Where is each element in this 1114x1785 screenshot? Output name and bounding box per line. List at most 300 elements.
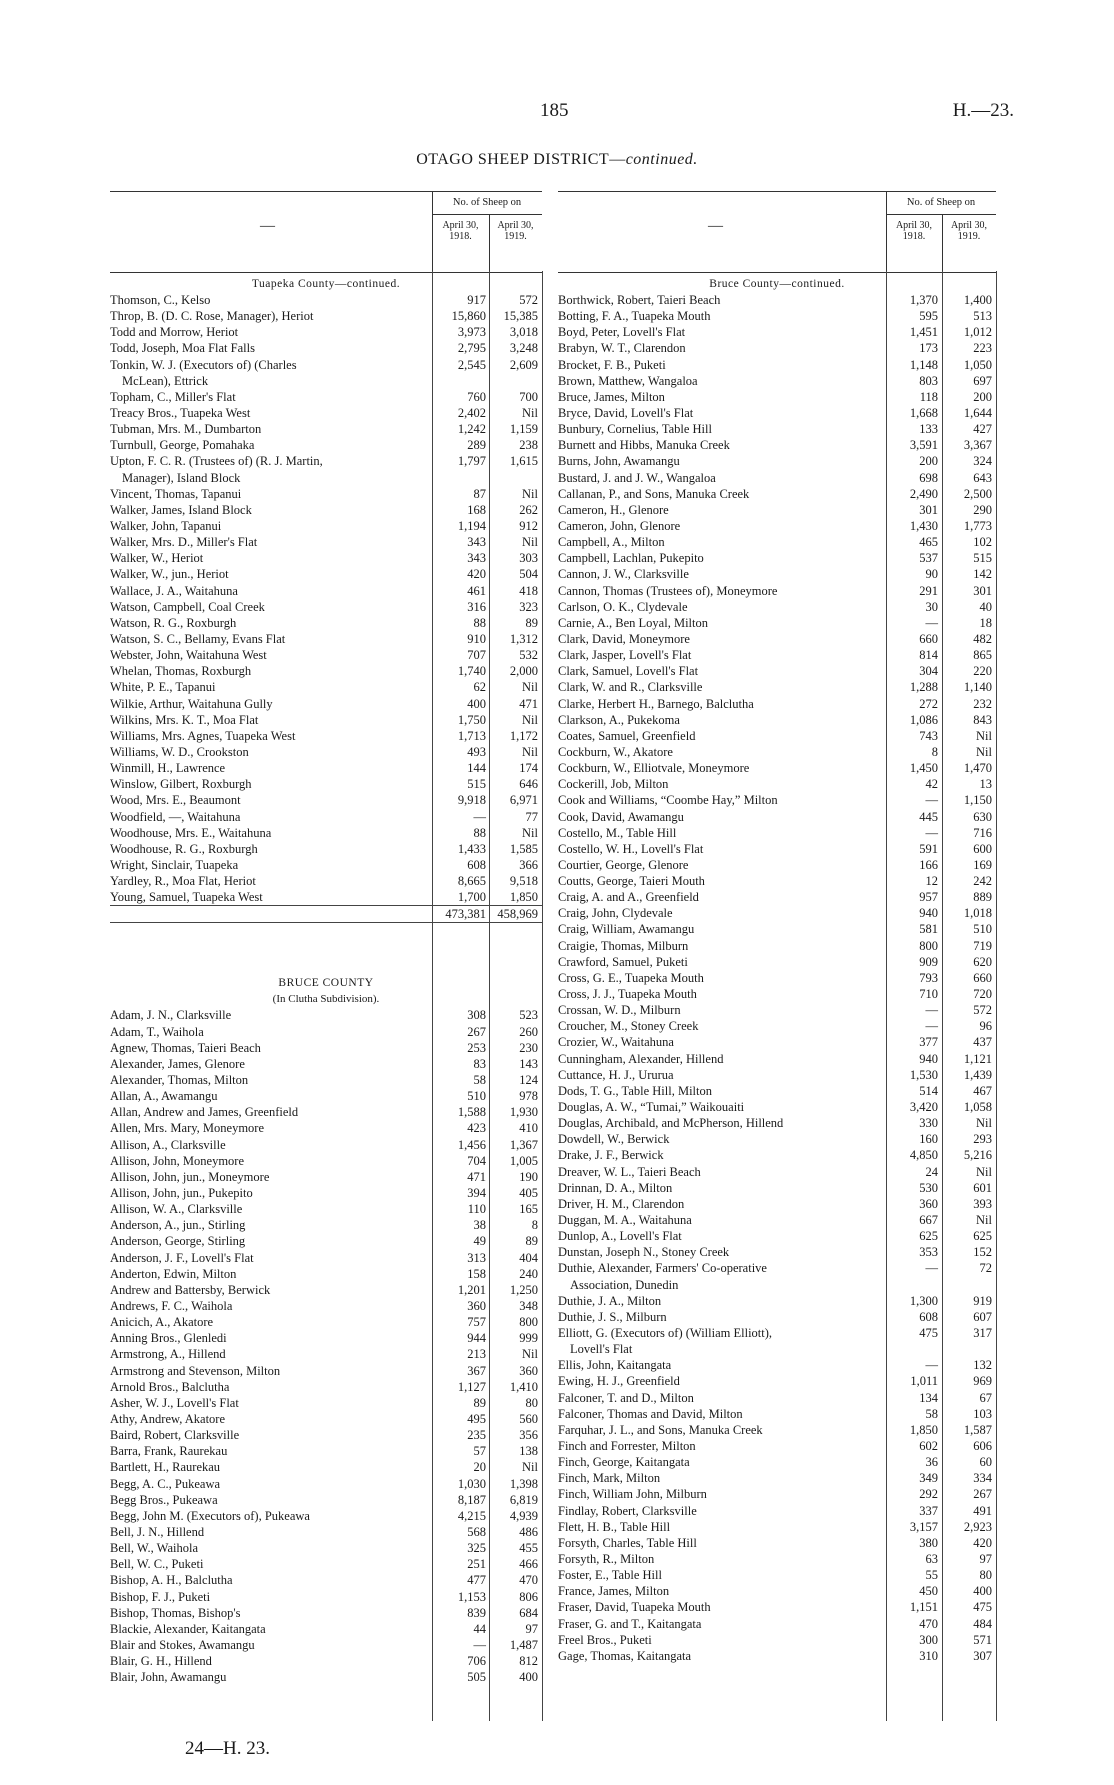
sheep-1918: 743 [919, 728, 938, 743]
sheep-1918: 1,713 [457, 728, 486, 743]
sheep-1919: 625 [973, 1229, 992, 1244]
sheep-1918: 316 [467, 599, 486, 614]
sheep-1919: 77 [525, 809, 538, 824]
sheep-1919: 919 [973, 1293, 992, 1308]
table-row [558, 631, 996, 647]
owner-name: Forsyth, R., Milton [558, 1551, 655, 1566]
sheep-1918: 343 [467, 551, 486, 566]
sheep-1919: 1,005 [509, 1153, 538, 1168]
owner-name: Anning Bros., Glenledi [110, 1331, 227, 1346]
sheep-1918: 304 [919, 664, 938, 679]
owner-name: France, James, Milton [558, 1584, 670, 1599]
owner-name: Athy, Andrew, Akatore [110, 1412, 226, 1426]
table-row [110, 470, 542, 486]
sheep-1919: 3,018 [509, 325, 538, 340]
sheep-1919: 366 [519, 857, 538, 872]
sheep-1919: Nil [522, 1347, 538, 1362]
table-row [558, 1341, 996, 1357]
table-row [558, 1196, 996, 1212]
sheep-1918: 1,456 [457, 1137, 486, 1152]
sheep-1919: 1,367 [509, 1137, 538, 1152]
table-row [110, 873, 542, 889]
owner-name: Begg, A. C., Pukeawa [110, 1476, 221, 1491]
table-row [558, 1260, 996, 1276]
sheep-1919: 606 [973, 1438, 992, 1453]
sheep-1919: 418 [519, 583, 538, 598]
table-row [558, 470, 996, 486]
sheep-1919: 697 [973, 373, 992, 388]
owner-name: Cross, G. E., Tuapeka Mouth [558, 970, 704, 985]
sheep-1919: 404 [519, 1250, 538, 1265]
sheep-1919: 223 [973, 341, 992, 356]
sheep-1918: 1,242 [457, 422, 486, 437]
owner-name: Dods, T. G., Table Hill, Milton [558, 1083, 712, 1098]
sheep-1918: 1,588 [457, 1105, 486, 1120]
sheep-1919: 800 [519, 1315, 538, 1330]
sheep-1918: 44 [473, 1621, 486, 1636]
owner-name: Coutts, George, Taieri Mouth [558, 874, 705, 889]
sheep-1919: 812 [519, 1654, 538, 1669]
owner-name: Williams, W. D., Crookston [110, 744, 249, 759]
sheep-1918: 1,127 [457, 1379, 486, 1394]
table-row [558, 1583, 996, 1599]
sheep-1918: 461 [467, 583, 486, 598]
table-row [558, 728, 996, 744]
sheep-1918: 505 [467, 1670, 486, 1685]
owner-name: Allison, John, jun., Moneymore [110, 1169, 270, 1184]
table-row [110, 1524, 542, 1540]
table-row [558, 938, 996, 954]
sheep-1918: 353 [919, 1245, 938, 1260]
sheep-1919: 843 [973, 712, 992, 727]
sheep-1918: 515 [467, 777, 486, 792]
sheep-1918: 909 [919, 954, 938, 969]
sheep-1919: 475 [973, 1600, 992, 1615]
owner-name: Craigie, Thomas, Milburn [558, 938, 689, 953]
sheep-1918: 839 [467, 1605, 486, 1620]
sheep-1918: 944 [467, 1331, 486, 1346]
table-row [110, 1379, 542, 1395]
table-row [110, 1233, 542, 1249]
owner-name: Bryce, David, Lovell's Flat [558, 405, 694, 420]
sheep-1919: Nil [522, 535, 538, 550]
owner-name: Crossan, W. D., Milburn [558, 1003, 681, 1018]
table-row [558, 1486, 996, 1502]
table-row [110, 1169, 542, 1185]
sheep-1919: 630 [973, 809, 992, 824]
sheep-1919: 700 [519, 389, 538, 404]
table-row [110, 760, 542, 776]
sheep-1919: 978 [519, 1089, 538, 1104]
owner-name: Andrew and Battersby, Berwick [110, 1282, 271, 1297]
table-row [558, 421, 996, 437]
total-row [110, 905, 542, 923]
document-reference: H.—23. [952, 100, 1014, 121]
sheep-1919: 470 [519, 1573, 538, 1588]
owner-name: Anderson, J. F., Lovell's Flat [110, 1250, 254, 1265]
owner-name: Ewing, H. J., Greenfield [558, 1374, 680, 1389]
sheep-1918: 133 [919, 422, 938, 437]
sheep-1919: 1,644 [963, 405, 992, 420]
sheep-1918: 710 [919, 987, 938, 1002]
table-row [110, 1572, 542, 1588]
owner-name: Cockburn, W., Akatore [558, 744, 673, 759]
sheep-1918: 475 [919, 1326, 938, 1340]
sheep-1919: 1,850 [509, 890, 538, 905]
sheep-1919: 360 [519, 1363, 538, 1378]
owner-name: Bishop, A. H., Balclutha [110, 1573, 233, 1588]
sheep-1918: 3,973 [457, 325, 486, 340]
table-row [110, 1589, 542, 1605]
sheep-1919: 169 [973, 857, 992, 872]
sheep-1919: 719 [973, 938, 992, 953]
owner-name: Gage, Thomas, Kaitangata [558, 1648, 692, 1663]
sheep-1918: 360 [467, 1299, 486, 1314]
sheep-1919: 510 [973, 922, 992, 937]
sheep-1918: 380 [919, 1535, 938, 1550]
sheep-1918: 8,187 [457, 1492, 486, 1507]
sheep-1918: 917 [467, 293, 486, 307]
table-row [558, 1293, 996, 1309]
sheep-1918: 465 [919, 535, 938, 550]
sheep-1919 [490, 470, 542, 486]
owner-name: Bell, W. C., Puketi [110, 1557, 204, 1572]
owner-name: Woodhouse, R. G., Roxburgh [110, 841, 258, 856]
table-row [558, 486, 996, 502]
sheep-1919: 80 [525, 1395, 538, 1410]
sheep-1919: 9,518 [509, 874, 538, 889]
owner-name: Thomson, C., Kelso [110, 293, 211, 307]
sheep-1918: 173 [919, 341, 938, 356]
table-row [110, 1040, 542, 1056]
owner-name: Croucher, M., Stoney Creek [558, 1019, 699, 1034]
owner-name: Woodfield, —, Waitahuna [110, 809, 241, 824]
sheep-1919: 455 [519, 1541, 538, 1556]
table-row [110, 1217, 542, 1233]
table-row [558, 1503, 996, 1519]
sheep-1918: 706 [467, 1654, 486, 1669]
owner-name: Adam, J. N., Clarksville [110, 1008, 232, 1023]
owner-name: Borthwick, Robert, Taieri Beach [558, 293, 721, 307]
owner-name: Wright, Sinclair, Tuapeka [110, 857, 239, 872]
owner-name: Dunstan, Joseph N., Stoney Creek [558, 1245, 730, 1260]
sheep-1918: 445 [919, 809, 938, 824]
sheep-1918: 1,086 [909, 712, 938, 727]
sheep-1918: 800 [919, 938, 938, 953]
table-row [558, 825, 996, 841]
table-row [110, 583, 542, 599]
table-row [558, 615, 996, 631]
table-row [110, 1330, 542, 1346]
owner-name: Dowdell, W., Berwick [558, 1132, 670, 1147]
table-row [558, 1567, 996, 1583]
sheep-1918: 3,157 [909, 1519, 938, 1534]
table-row [558, 647, 996, 663]
table-row [110, 647, 542, 663]
owner-name: Brocket, F. B., Puketi [558, 357, 666, 372]
owner-name: Allison, W. A., Clarksville [110, 1202, 243, 1217]
table-row [558, 744, 996, 760]
sheep-1919: 513 [973, 309, 992, 324]
table-row [558, 1083, 996, 1099]
table-row [110, 1508, 542, 1524]
sheep-1919: 393 [973, 1196, 992, 1211]
sheep-1918: 423 [467, 1121, 486, 1136]
table-row [110, 1266, 542, 1282]
sheep-1919: 523 [519, 1008, 538, 1023]
owner-name: Young, Samuel, Tuapeka West [110, 890, 263, 905]
table-row [558, 1632, 996, 1648]
sheep-1918: 30 [925, 599, 938, 614]
sheep-1918: — [925, 1358, 938, 1373]
owner-name: Anderson, A., jun., Stirling [110, 1218, 246, 1233]
owner-name: Carnie, A., Ben Loyal, Milton [558, 615, 708, 630]
sheep-1918: 200 [919, 454, 938, 469]
sheep-1919: 1,121 [963, 1051, 992, 1066]
owner-name: Bell, J. N., Hillend [110, 1524, 205, 1539]
table-row [110, 1185, 542, 1201]
sheep-1919: 238 [519, 438, 538, 453]
sheep-1919: 40 [979, 599, 992, 614]
sheep-1918: 591 [919, 841, 938, 856]
owner-name: Manager), Island Block [122, 470, 241, 485]
sheep-1918: 757 [467, 1315, 486, 1330]
table-row [110, 825, 542, 841]
owner-name: Finch, George, Kaitangata [558, 1455, 690, 1470]
sheep-1918: 420 [467, 567, 486, 582]
table-row [110, 1314, 542, 1330]
owner-name: Tonkin, W. J. (Executors of) (Charles [110, 357, 297, 372]
sheep-1918: 1,430 [909, 518, 938, 533]
sheep-1919: 437 [973, 1035, 992, 1050]
owner-name: Coates, Samuel, Greenfield [558, 728, 696, 743]
owner-name: Cannon, J. W., Clarksville [558, 567, 689, 582]
table-row [110, 792, 542, 808]
sheep-1919: 267 [973, 1487, 992, 1502]
table-row [110, 1024, 542, 1040]
owner-name: Clark, David, Moneymore [558, 631, 690, 646]
sheep-1919: 260 [519, 1024, 538, 1039]
owner-name: Cross, J. J., Tuapeka Mouth [558, 987, 697, 1002]
owner-name: Turnbull, George, Pomahaka [110, 438, 255, 453]
sheep-1919: 486 [519, 1524, 538, 1539]
sheep-1918: 87 [473, 486, 486, 501]
owner-name: Dreaver, W. L., Taieri Beach [558, 1164, 701, 1179]
owner-name: Clark, Samuel, Lovell's Flat [558, 664, 699, 679]
table-row [558, 1180, 996, 1196]
table-row [110, 1153, 542, 1169]
sheep-1918: 1,151 [909, 1600, 938, 1615]
sheep-1919: 348 [519, 1299, 538, 1314]
sheep-1919: 324 [973, 454, 992, 469]
sheep-1918: 337 [919, 1503, 938, 1518]
owner-name: Forsyth, Charles, Table Hill [558, 1535, 697, 1550]
owner-name: Fraser, David, Tuapeka Mouth [558, 1600, 711, 1615]
sheep-1918: 2,490 [909, 486, 938, 501]
owner-name: Campbell, Lachlan, Pukepito [558, 551, 704, 566]
sheep-1918: 213 [467, 1347, 486, 1362]
sheep-1918: 88 [473, 825, 486, 840]
table-row [110, 712, 542, 728]
table-row [558, 1648, 996, 1664]
owner-name: Wilkie, Arthur, Waitahuna Gully [110, 696, 273, 711]
sheep-1918: 300 [919, 1632, 938, 1647]
owner-name: Begg, John M. (Executors of), Pukeawa [110, 1508, 310, 1523]
sheep-1919: 865 [973, 648, 992, 663]
sheep-1918: 310 [919, 1648, 938, 1663]
sheep-1918: 1,300 [909, 1293, 938, 1308]
owner-name: Allan, Andrew and James, Greenfield [110, 1105, 299, 1120]
table-row [110, 518, 542, 534]
sheep-1919: 1,470 [963, 761, 992, 776]
sheep-1918: 698 [919, 470, 938, 485]
table-row [558, 1535, 996, 1551]
sheep-1918: 36 [925, 1455, 938, 1470]
date1-header: April 30, 1918. [895, 220, 933, 242]
sheep-1918: 253 [467, 1040, 486, 1055]
owner-name: Agnew, Thomas, Taieri Beach [110, 1040, 261, 1055]
table-row [110, 357, 542, 373]
sheep-1919: 102 [973, 535, 992, 550]
table-row [110, 1443, 542, 1459]
sheep-1918: 251 [467, 1557, 486, 1572]
owner-name: Brabyn, W. T., Clarendon [558, 341, 686, 356]
sheep-1919: 912 [519, 518, 538, 533]
sheep-1919: 152 [973, 1245, 992, 1260]
owner-name: Cunningham, Alexander, Hillend [558, 1051, 724, 1066]
date1-header: April 30, 1918. [442, 220, 479, 242]
sheep-1919: 515 [973, 551, 992, 566]
owner-name: Yardley, R., Moa Flat, Heriot [110, 874, 256, 889]
sheep-1918: 8,665 [457, 874, 486, 889]
sheep-1919: 1,400 [963, 293, 992, 307]
sheep-1919: 293 [973, 1132, 992, 1147]
section-heading: BRUCE COUNTY [278, 977, 374, 990]
sheep-1919: 143 [519, 1056, 538, 1071]
sheep-1918: 1,668 [909, 405, 938, 420]
sheep-1919: 13 [979, 777, 992, 792]
table-row [558, 437, 996, 453]
owner-name: Treacy Bros., Tuapeka West [110, 405, 251, 420]
table-row [110, 1395, 542, 1411]
sheep-1919: Nil [976, 1116, 992, 1131]
sheep-1918: 110 [467, 1202, 486, 1217]
sheep-1918: 57 [473, 1444, 486, 1459]
sheep-1919: 2,000 [509, 664, 538, 679]
sheep-1919: 427 [973, 422, 992, 437]
sheep-1918 [432, 470, 490, 486]
owner-name: Finch and Forrester, Milton [558, 1438, 696, 1453]
sheep-1919: 1,250 [509, 1282, 538, 1297]
sheep-1918: 158 [467, 1266, 486, 1281]
sheep-1919: 491 [973, 1503, 992, 1518]
title-main: OTAGO SHEEP DISTRICT— [416, 151, 626, 168]
owner-name: Woodhouse, Mrs. E., Waitahuna [110, 825, 272, 840]
page-number: 185 [540, 100, 569, 121]
table-row [558, 1034, 996, 1050]
owner-name: Campbell, A., Milton [558, 535, 665, 550]
sheep-1919: 400 [973, 1584, 992, 1599]
table-row [110, 1605, 542, 1621]
sheep-1918: 940 [919, 906, 938, 921]
sheep-1918: 308 [467, 1008, 486, 1023]
sheep-1919: 1,487 [509, 1637, 538, 1652]
table-row [110, 1637, 542, 1653]
sheep-1918: 291 [919, 583, 938, 598]
sheep-1919: 1,150 [963, 793, 992, 808]
sheep-1919: 190 [519, 1169, 538, 1184]
table-row [558, 1390, 996, 1406]
sheep-1919: 572 [973, 1003, 992, 1018]
sheep-1919: 132 [973, 1358, 992, 1373]
title-continued: continued. [625, 151, 698, 168]
sheep-1919: 1,312 [509, 631, 538, 646]
owner-name: Blackie, Alexander, Kaitangata [110, 1621, 266, 1636]
owner-name: Bartlett, H., Raurekau [110, 1460, 221, 1475]
table-row [558, 970, 996, 986]
sheep-1919: 2,500 [963, 486, 992, 501]
table-row [110, 1427, 542, 1443]
section-heading: Tuapeka County—continued. [251, 278, 401, 290]
owner-name: Crawford, Samuel, Puketi [558, 954, 688, 969]
owner-name: Foster, E., Table Hill [558, 1568, 662, 1583]
table-row [110, 486, 542, 502]
sheep-1918: 1,451 [909, 325, 938, 340]
sheep-1919 [942, 1341, 996, 1357]
sheep-1918: 568 [467, 1524, 486, 1539]
sheep-1918: 394 [467, 1186, 486, 1201]
owner-name: Bishop, F. J., Puketi [110, 1589, 211, 1604]
sheep-1918: 292 [919, 1487, 938, 1502]
table-row [110, 841, 542, 857]
table-row [110, 534, 542, 550]
sheep-1918: — [925, 1261, 938, 1276]
owner-name: Clark, Jasper, Lovell's Flat [558, 648, 692, 663]
sheep-1919: 3,367 [963, 438, 992, 453]
sheep-1918: 330 [919, 1116, 938, 1131]
sheep-1919: 356 [519, 1428, 538, 1443]
table-row [558, 583, 996, 599]
sheep-1919: 262 [519, 502, 538, 517]
owner-name: Walker, James, Island Block [110, 502, 252, 517]
sheep-1919: 97 [525, 1621, 538, 1636]
sheep-1919: 4,939 [509, 1508, 538, 1523]
table-row [558, 1244, 996, 1260]
owner-name: Finch, Mark, Milton [558, 1471, 661, 1486]
sheep-1918: 83 [473, 1056, 486, 1071]
sheep-1919: 334 [973, 1471, 992, 1486]
table-row [558, 679, 996, 695]
sheep-1918: 814 [919, 648, 938, 663]
sheep-1919: 80 [979, 1568, 992, 1583]
sheep-1919: 124 [519, 1073, 538, 1088]
sheep-1919: 1,398 [509, 1476, 538, 1491]
tuapeka-rows [110, 292, 542, 905]
owner-name: Bishop, Thomas, Bishop's [110, 1605, 241, 1620]
table-row [558, 776, 996, 792]
sheep-1919: 1,587 [963, 1422, 992, 1437]
sheep-1919: 806 [519, 1589, 538, 1604]
sheep-1919: Nil [522, 744, 538, 759]
owner-name: Douglas, A. W., “Tumai,” Waikouaiti [558, 1100, 745, 1115]
owner-name: Cockburn, W., Elliotvale, Moneymore [558, 761, 750, 776]
sheep-1919: 720 [973, 987, 992, 1002]
table-row [558, 1309, 996, 1325]
table-row [110, 1282, 542, 1298]
table-row [110, 502, 542, 518]
sheep-1918: 2,545 [457, 357, 486, 372]
sheep-1919: 6,819 [509, 1492, 538, 1507]
